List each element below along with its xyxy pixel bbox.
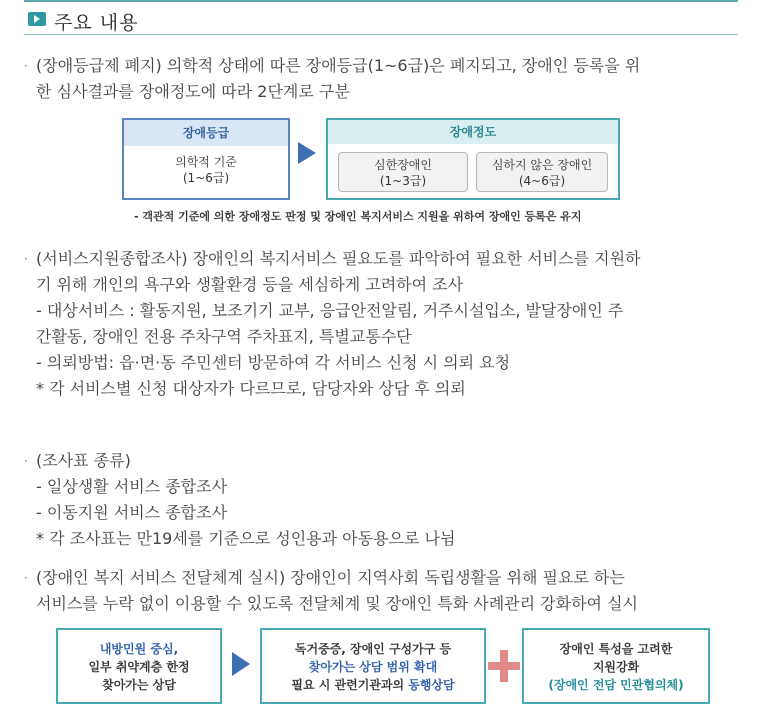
grade-box-line: (1~6급) (182, 171, 230, 185)
text-line: - 이동지원 서비스 종합조사 (36, 503, 228, 522)
arrow-right-icon (232, 652, 250, 676)
text-line: 한 심사결과를 장애정도에 따라 2단계로 구분 (36, 82, 350, 101)
text-line: - 의뢰방법: 읍·면·동 주민센터 방문하여 각 서비스 신청 시 의뢰 요청 (36, 353, 511, 372)
diagram-note: - 객관적 기준에 의한 장애정도 판정 및 장애인 복지서비스 지원을 위하여 장애인 등록은 유지 (134, 210, 582, 223)
severe-box (338, 152, 468, 192)
current-service-box (56, 628, 222, 704)
bullet-paragraph-1 (24, 53, 640, 105)
support-line: 장애인 특성을 고려한 (559, 642, 673, 656)
text-line: (장애인 복지 서비스 전달체계 실시) 장애인이 지역사회 독립생활을 위해 필요로 하는 (36, 568, 625, 587)
expanded-service-box (260, 628, 486, 704)
section-header (24, 0, 738, 36)
severity-box-head: 장애정도 (328, 120, 618, 144)
grade-box (122, 118, 290, 200)
grade-box-head: 장애등급 (124, 120, 288, 146)
text-line: * 각 조사표는 만19세를 기준으로 성인용과 아동용으로 나뉨 (36, 529, 456, 548)
severe-label: 심한장애인 (374, 158, 432, 172)
text-line: (서비스지원종합조사) 장애인의 복지서비스 필요도를 파악하여 필요한 서비스를 지원하 (36, 249, 641, 268)
play-icon (28, 12, 46, 26)
plus-icon (488, 648, 520, 684)
current-service-line: 찾아가는 상담 (102, 678, 176, 692)
support-highlight: (장애인 전담 민관협의체) (548, 678, 684, 692)
bullet-marker: · (24, 571, 28, 585)
bullet-marker: · (24, 252, 28, 266)
bullet-marker: · (24, 59, 28, 73)
text-line: 기 위해 개인의 욕구와 생활환경 등을 세심하게 고려하여 조사 (36, 275, 464, 294)
mild-range: (4~6급) (518, 174, 566, 188)
bullet-paragraph-2 (24, 246, 641, 402)
current-service-highlight: 내방민원 중심, (99, 642, 179, 656)
arrow-right-icon (298, 142, 316, 164)
text-line: (조사표 종류) (36, 451, 131, 470)
expanded-service-highlight: 찾아가는 상담 범위 확대 (308, 660, 438, 674)
mild-label: 심하지 않은 장애인 (491, 158, 593, 172)
text-line: 서비스를 누락 없이 이용할 수 있도록 전달체계 및 장애인 특화 사례관리 강화하여 실시 (36, 594, 638, 613)
section-title: 주요 내용 (54, 12, 139, 34)
text-line: (장애등급제 폐지) 의학적 상태에 따른 장애등급(1~6급)은 폐지되고, 장애인 등록을 위 (36, 56, 641, 75)
support-line: 지원강화 (592, 660, 640, 674)
text-line: * 각 서비스별 신청 대상자가 다르므로, 담당자와 상담 후 의뢰 (36, 379, 466, 398)
top-rule (24, 0, 738, 2)
support-box (522, 628, 710, 704)
text-line: 간활동, 장애인 전용 주차구역 주차표지, 특별교통수단 (36, 327, 412, 346)
mild-box (476, 152, 608, 192)
expanded-service-highlight: 동행상담 (408, 678, 455, 692)
bullet-paragraph-4 (24, 565, 638, 617)
bullet-marker: · (24, 454, 28, 468)
expanded-service-line: 독거중증, 장애인 구성가구 등 (294, 642, 452, 656)
current-service-line: 일부 취약계층 한정 (88, 660, 190, 674)
expanded-service-line: 필요 시 관련기관과의 (291, 678, 409, 692)
bullet-paragraph-3 (24, 448, 455, 552)
title-underline (24, 34, 738, 35)
severe-range: (1~3급) (379, 174, 427, 188)
text-line: - 일상생활 서비스 종합조사 (36, 477, 228, 496)
grade-box-line: 의학적 기준 (175, 155, 237, 169)
text-line: - 대상서비스 : 활동지원, 보조기기 교부, 응급안전알림, 거주시설입소, 발달장애인 주 (36, 301, 624, 320)
